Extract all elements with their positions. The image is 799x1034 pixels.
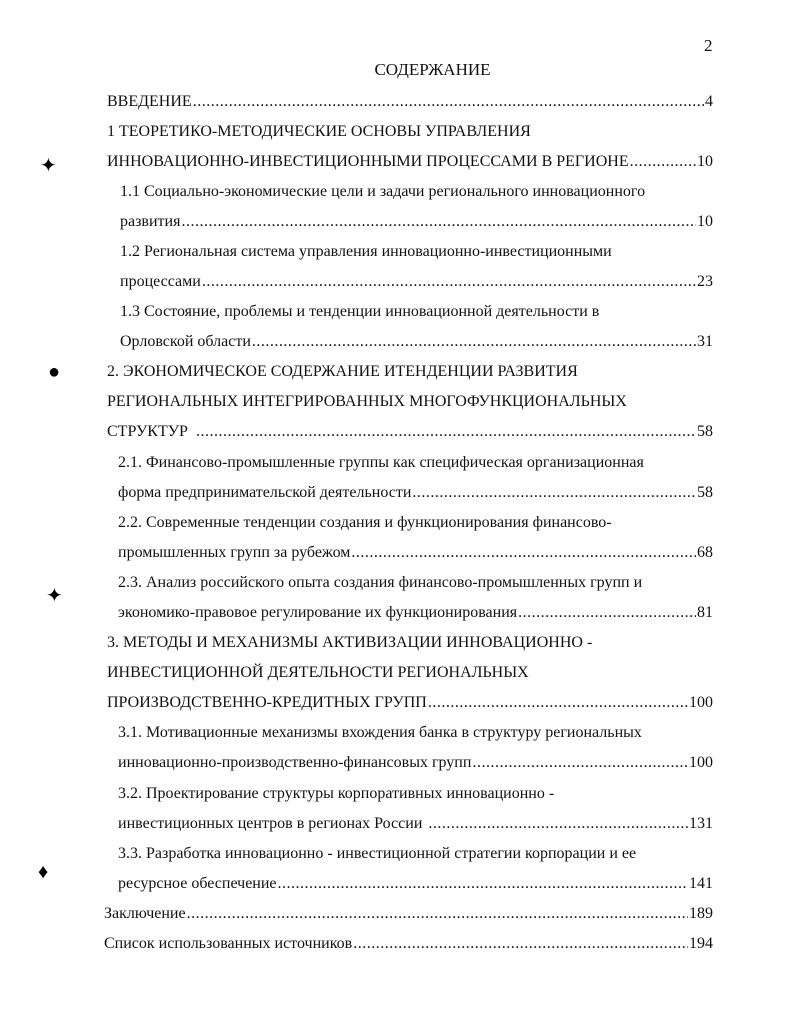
toc-entry-section-1-1-cont[interactable] <box>120 210 713 234</box>
toc-page-number: 189 <box>689 905 713 922</box>
toc-page-number: 141 <box>689 875 713 892</box>
toc-entry-chapter-3-cont[interactable] <box>107 691 713 715</box>
toc-entry-text: ПРОИЗВОДСТВЕННО-КРЕДИТНЫХ ГРУПП <box>107 694 427 711</box>
toc-leader-dots <box>428 691 688 715</box>
toc-page-number: 23 <box>697 273 713 290</box>
toc-page-number: 194 <box>689 935 713 952</box>
toc-entry-section-2-2-cont[interactable] <box>118 541 713 565</box>
toc-entry-section-1-1[interactable] <box>120 180 713 204</box>
toc-page-number: 10 <box>697 153 713 170</box>
toc-leader-dots <box>181 210 696 234</box>
toc-entry-text: 1.2 Региональная система управления инновационно-инвестиционными <box>120 243 612 260</box>
toc-entry-text: РЕГИОНАЛЬНЫХ ИНТЕГРИРОВАННЫХ МНОГОФУНКЦИОНАЛЬНЫХ <box>107 393 627 410</box>
toc-leader-dots <box>196 420 696 444</box>
toc-entry-section-3-3[interactable] <box>118 842 713 866</box>
toc-entry-text: развития <box>120 213 181 230</box>
toc-entry-text: ИННОВАЦИОННО-ИНВЕСТИЦИОННЫМИ ПРОЦЕССАМИ В РЕГИОНЕ <box>107 153 629 170</box>
toc-entry-chapter-1-cont[interactable] <box>107 150 713 174</box>
toc-entry-text: Список использованных источников <box>104 935 353 952</box>
toc-page-number: 100 <box>689 754 713 771</box>
toc-entry-chapter-1[interactable] <box>107 120 713 144</box>
toc-entry-text: форма предпринимательской деятельности <box>118 484 412 501</box>
toc-entry-section-3-1[interactable] <box>118 721 713 745</box>
toc-entry-text: 2. ЭКОНОМИЧЕСКОЕ СОДЕРЖАНИЕ ИТЕНДЕНЦИИ РАЗВИТИЯ <box>107 363 578 380</box>
toc-entry-section-1-3-cont[interactable] <box>120 330 713 354</box>
page-number: 2 <box>704 36 713 55</box>
toc-leader-dots <box>518 601 696 625</box>
toc-page-number: 131 <box>689 815 713 832</box>
toc-entry-section-2-2[interactable] <box>118 511 713 535</box>
toc-entry-intro[interactable] <box>107 90 713 114</box>
toc-entry-section-3-3-cont[interactable] <box>118 872 713 896</box>
toc-page-number: 100 <box>689 694 713 711</box>
toc-entry-text: инвестиционных центров в регионах России <box>118 815 423 832</box>
toc-entry-section-3-1-cont[interactable] <box>118 751 713 775</box>
toc-page-number: 10 <box>697 213 713 230</box>
toc-entry-text: 1.1 Социально-экономические цели и задачи регионального инновационного <box>120 183 646 200</box>
toc-leader-dots <box>252 330 696 354</box>
toc-page-number: 4 <box>705 93 713 110</box>
toc-leader-dots <box>428 812 688 836</box>
toc-entry-section-2-1[interactable] <box>118 451 713 475</box>
toc-entry-section-2-1-cont[interactable] <box>118 481 713 505</box>
toc-entry-text: 2.2. Современные тенденции создания и функционирования финансово- <box>118 514 612 531</box>
toc-entry-section-2-3-cont[interactable] <box>118 601 713 625</box>
toc-leader-dots <box>351 541 696 565</box>
toc-leader-dots <box>630 150 696 174</box>
toc-entry-text: 3.3. Разработка инновационно - инвестиционной стратегии корпорации и ее <box>118 845 637 862</box>
scan-mark-icon: ✦ <box>40 155 57 177</box>
toc-entry-text: инновационно-производственно-финансовых групп <box>118 754 472 771</box>
toc-entry-section-2-3[interactable] <box>118 571 713 595</box>
toc-entry-text: процессами <box>120 273 201 290</box>
toc-leader-dots <box>472 751 688 775</box>
toc-entry-text: 2.1. Финансово-промышленные группы как специфическая организационная <box>118 454 644 471</box>
toc-leader-dots <box>202 270 696 294</box>
toc-page-number: 58 <box>697 423 713 440</box>
toc-page-number: 58 <box>697 484 713 501</box>
scan-mark-icon: ♦ <box>38 861 49 883</box>
toc-entry-text: ИНВЕСТИЦИОННОЙ ДЕЯТЕЛЬНОСТИ РЕГИОНАЛЬНЫХ <box>107 664 529 681</box>
toc-entry-text: Заключение <box>104 905 186 922</box>
toc-entry-section-3-2[interactable] <box>118 782 713 806</box>
toc-entry-text: ВВЕДЕНИЕ <box>107 93 192 110</box>
toc-entry-conclusion[interactable] <box>104 902 713 926</box>
toc-entry-chapter-2[interactable] <box>107 360 713 384</box>
scan-mark-icon: ✦ <box>46 585 63 607</box>
toc-leader-dots <box>412 481 696 505</box>
toc-entry-text: промышленных групп за рубежом <box>118 544 351 561</box>
toc-entry-section-1-3[interactable] <box>120 300 713 324</box>
toc-entry-sources[interactable] <box>104 932 713 956</box>
toc-entry-text: экономико-правовое регулирование их функционирования <box>118 604 518 621</box>
toc-entry-text: 3. МЕТОДЫ И МЕХАНИЗМЫ АКТИВИЗАЦИИ ИННОВАЦИОННО - <box>107 634 593 651</box>
toc-entry-text: 3.2. Проектирование структуры корпоративных инновационно - <box>118 785 555 802</box>
toc-entry-text: 2.3. Анализ российского опыта создания финансово-промышленных групп и <box>118 574 643 591</box>
toc-leader-dots <box>187 902 688 926</box>
toc-page-number: 31 <box>697 333 713 350</box>
toc-entry-chapter-3-cont[interactable] <box>107 661 713 685</box>
toc-page-number: 81 <box>697 604 713 621</box>
toc-entry-text: 3.1. Мотивационные механизмы вхождения банка в структуру региональных <box>118 724 642 741</box>
toc-page-number: 68 <box>697 544 713 561</box>
toc-leader-dots <box>278 872 688 896</box>
toc-entry-section-1-2[interactable] <box>120 240 713 264</box>
scan-mark-icon: ● <box>48 361 61 383</box>
toc-entry-text: 1.3 Состояние, проблемы и тенденции инновационной деятельности в <box>120 303 600 320</box>
toc-entry-text: 1 ТЕОРЕТИКО-МЕТОДИЧЕСКИЕ ОСНОВЫ УПРАВЛЕНИЯ <box>107 123 531 140</box>
toc-entry-text: ресурсное обеспечение <box>118 875 277 892</box>
toc-entry-chapter-2-cont[interactable] <box>107 390 713 414</box>
toc-entry-chapter-3[interactable] <box>107 631 713 655</box>
toc-entry-text: СТРУКТУР <box>107 423 188 440</box>
page-title: СОДЕРЖАНИЕ <box>374 60 491 79</box>
toc-entry-chapter-2-cont[interactable] <box>107 420 713 444</box>
toc-leader-dots <box>193 90 704 114</box>
toc-entry-section-3-2-cont[interactable] <box>118 812 713 836</box>
toc-entry-section-1-2-cont[interactable] <box>120 270 713 294</box>
toc-entry-text: Орловской области <box>120 333 251 350</box>
toc-leader-dots <box>353 932 688 956</box>
